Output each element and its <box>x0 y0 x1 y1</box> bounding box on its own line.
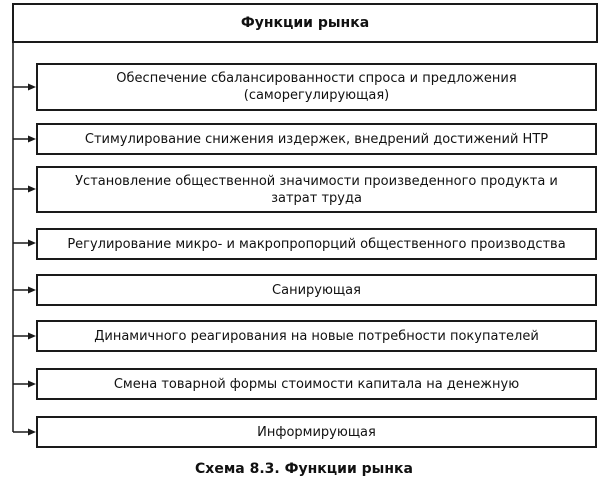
function-label: Санирующая <box>272 282 361 298</box>
function-box-balance <box>36 63 597 111</box>
function-label: Установление общественной значимости произведенного продукта и затрат труда <box>75 173 558 206</box>
arrow-2 <box>13 136 36 143</box>
arrow-1 <box>13 84 36 91</box>
function-box-dynamic-response <box>36 320 597 352</box>
figure-caption: Схема 8.3. Функции рынка <box>195 461 413 477</box>
function-box-capital-form <box>36 368 597 400</box>
function-box-informing <box>36 416 597 448</box>
market-functions-header <box>12 3 598 43</box>
function-box-proportions <box>36 228 597 260</box>
function-box-cost-reduction <box>36 123 597 155</box>
function-label: Смена товарной формы стоимости капитала на денежную <box>113 376 520 392</box>
arrow-5 <box>13 287 36 294</box>
function-label: Информирующая <box>257 424 376 440</box>
function-box-sanitizing <box>36 274 597 306</box>
arrow-7 <box>13 381 36 388</box>
function-label: Стимулирование снижения издержек, внедрений достижений НТР <box>84 131 549 147</box>
header-title: Функции рынка <box>240 14 370 31</box>
arrow-3 <box>13 186 36 193</box>
arrow-4 <box>13 240 36 247</box>
arrow-6 <box>13 333 36 340</box>
function-box-social-significance <box>36 166 597 213</box>
function-label: Регулирование микро- и макропропорций общественного производства <box>67 236 566 252</box>
arrow-8 <box>13 429 36 436</box>
function-label: Динамичного реагирования на новые потребности покупателей <box>94 328 539 344</box>
function-label: Обеспечение сбалансированности спроса и предложения (саморегулирующая) <box>116 71 517 103</box>
